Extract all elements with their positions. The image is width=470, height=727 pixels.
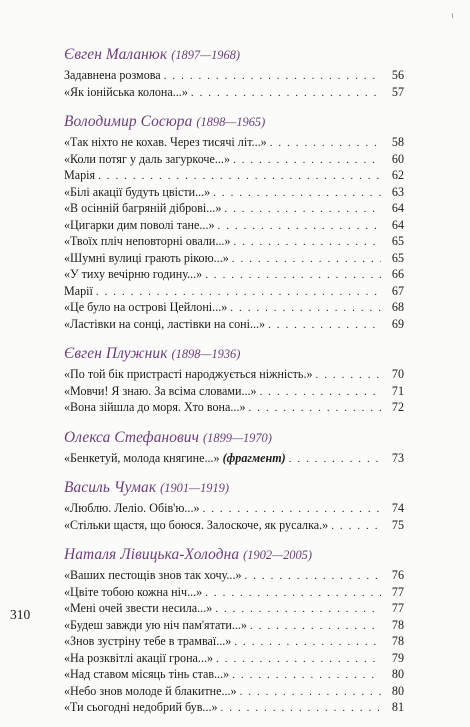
dot-leader: [270, 135, 381, 152]
entry-title: «Мені очей звести несила...»: [64, 601, 213, 615]
table-of-contents: [64, 44, 404, 727]
author-dates: (1899—1970): [203, 430, 272, 445]
toc-entry: [64, 366, 404, 383]
section-heading: [64, 343, 404, 364]
dot-leader: [233, 234, 381, 251]
section-heading: [64, 44, 404, 65]
entry-page-number: 68: [391, 300, 404, 314]
toc-entry: [64, 600, 404, 617]
entry-title: «Шумні вулиці грають рікою...»: [64, 250, 229, 265]
entry-title: «В осінній багряній діброві...»: [64, 201, 222, 215]
author-dates: (1897—1968): [171, 48, 241, 62]
author-name: Олекса Стефанович: [64, 428, 200, 446]
entry-title: «Над ставом місяць тінь став...»: [64, 667, 230, 681]
toc-entry: [64, 217, 404, 234]
author-dates: (1898—1936): [171, 347, 241, 361]
dot-leader: [268, 317, 381, 334]
author-name: Євген Маланюк: [64, 46, 168, 63]
entry-title: «Знов зустріну тебе в трамваї...»: [64, 634, 232, 648]
dot-leader: [249, 400, 381, 417]
entry-title: «Ластівки на сонці, ластівки на соні...»: [64, 316, 266, 331]
toc-entry: [64, 517, 404, 534]
entry-page-number: 70: [391, 367, 404, 381]
page-number: 310: [10, 607, 31, 622]
dot-leader: [233, 152, 381, 169]
entry-page-number: 73: [391, 450, 404, 465]
toc-section: [64, 111, 404, 332]
toc-entry: [64, 316, 404, 333]
entry-page-number: 57: [391, 84, 404, 99]
dot-leader: [316, 367, 381, 384]
entry-title: Задавнена розмова: [64, 68, 161, 82]
dot-leader: [98, 168, 381, 185]
toc-entry: [64, 567, 404, 584]
entry-page-number: 72: [391, 400, 404, 414]
entry-page-number: 77: [391, 584, 404, 599]
toc-entry: [64, 399, 404, 416]
toc-entry: [64, 250, 404, 267]
entry-page-number: 81: [391, 700, 404, 714]
section-heading: [64, 544, 404, 565]
section-heading: [64, 111, 404, 132]
dot-leader: [191, 85, 381, 102]
author-dates: (1898—1965): [196, 115, 266, 129]
entry-title: «Цвіте тобою кожна ніч...»: [64, 584, 203, 599]
toc-entry: [64, 266, 404, 283]
corner-mark: [452, 13, 453, 18]
dot-leader: [216, 651, 381, 668]
toc-entry: [64, 84, 404, 101]
dot-leader: [205, 267, 381, 284]
dot-leader: [215, 601, 381, 618]
dot-leader: [164, 68, 381, 85]
dot-leader: [289, 451, 381, 468]
dot-leader: [224, 201, 381, 218]
entry-title: «Вона зійшла до моря. Хто вона...»: [64, 400, 246, 414]
toc-section: [64, 343, 404, 416]
entry-page-number: 65: [391, 234, 404, 248]
entry-note: (фрагмент): [222, 450, 286, 465]
toc-entry: [64, 450, 404, 467]
toc-entry: [64, 151, 404, 168]
author-dates: (1901—1919): [160, 481, 229, 495]
entry-title: «Люблю. Леліо. Обів'ю...»: [64, 501, 200, 515]
entry-title: «Твоїх пліч неповторні овали...»: [64, 234, 231, 248]
toc-entry: [64, 617, 404, 634]
toc-entry: [64, 633, 404, 650]
toc-entry: [64, 134, 404, 151]
entry-title: «По той бік пристрасті народжується ніжність.»: [64, 367, 313, 381]
toc-entry: [64, 383, 404, 400]
toc-entry: [64, 167, 404, 184]
toc-section: [64, 544, 404, 716]
dot-leader: [232, 251, 381, 268]
toc-entry: [64, 699, 404, 716]
dot-leader: [260, 384, 381, 401]
entry-title: «Так ніхто не кохав. Через тисячі літ...»: [64, 135, 267, 149]
dot-leader: [221, 700, 381, 717]
entry-page-number: 64: [391, 217, 404, 232]
entry-page-number: 56: [391, 68, 404, 82]
toc-entry: [64, 67, 404, 84]
entry-title: [64, 450, 286, 467]
entry-title: «Ти сьогодні недобрий був...»: [64, 700, 218, 714]
author-name: Євген Плужник: [64, 345, 168, 362]
entry-title: «Мовчи! Я знаю. За всіма словами...»: [64, 383, 257, 398]
entry-page-number: 63: [391, 184, 404, 199]
entry-page-number: 77: [391, 601, 404, 615]
dot-leader: [203, 501, 381, 518]
author-name: Наталя Лівицька-Холодна: [64, 546, 240, 563]
entry-page-number: 75: [391, 517, 404, 532]
entry-page-number: 78: [391, 617, 404, 632]
dot-leader: [213, 185, 381, 202]
toc-entry: [64, 650, 404, 667]
toc-entry: [64, 500, 404, 517]
entry-title: Марії: [64, 283, 93, 298]
dot-leader: [240, 684, 381, 701]
toc-section: [64, 427, 404, 467]
entry-page-number: 62: [391, 168, 404, 182]
entry-page-number: 67: [391, 283, 404, 298]
entry-page-number: 64: [391, 201, 404, 215]
entry-title: «Цигарки дим поволі тане...»: [64, 217, 215, 232]
dot-leader: [245, 568, 381, 585]
entry-page-number: 71: [391, 383, 404, 398]
toc-entry: [64, 584, 404, 601]
entry-title: «Білі акації будуть цвісти...»: [64, 184, 211, 199]
author-name: Василь Чумак: [64, 479, 157, 496]
toc-entry: [64, 299, 404, 316]
section-heading: [64, 427, 404, 448]
dot-leader: [232, 667, 381, 684]
entry-title: «Ваших пестощів знов так хочу...»: [64, 568, 242, 582]
toc-entry: [64, 666, 404, 683]
entry-title: «Коли потяг у даль загуркоче...»: [64, 151, 230, 166]
section-heading: [64, 477, 404, 498]
toc-entry: [64, 283, 404, 300]
toc-entry: [64, 233, 404, 250]
entry-title: «Небо знов молоде й блакитне...»: [64, 683, 237, 698]
toc-section: [64, 44, 404, 100]
dot-leader: [234, 634, 381, 651]
author-name: Володимир Сосюра: [64, 113, 193, 130]
dot-leader: [205, 585, 381, 602]
entry-title: «Стільки щастя, що боюся. Залоскоче, як русалка.»: [64, 517, 329, 532]
entry-title: «Як іонійська колона...»: [64, 84, 188, 99]
entry-title: «У тиху вечірню годину...»: [64, 267, 203, 281]
dot-leader: [230, 300, 381, 317]
entry-page-number: 65: [391, 250, 404, 265]
toc-section: [64, 477, 404, 533]
dot-leader: [250, 618, 381, 635]
entry-page-number: 66: [391, 267, 404, 281]
entry-page-number: 60: [391, 151, 404, 166]
entry-title-text: «Бенкетуй, молода княгине...»: [64, 450, 220, 465]
entry-page-number: 69: [391, 316, 404, 331]
entry-page-number: 76: [391, 568, 404, 582]
entry-page-number: 74: [391, 501, 404, 515]
entry-page-number: 80: [391, 683, 404, 698]
toc-entry: [64, 184, 404, 201]
entry-title: «На розквітлі акації грона...»: [64, 650, 214, 665]
entry-title: «Це було на острові Цейлоні...»: [64, 300, 228, 314]
toc-entry: [64, 200, 404, 217]
author-dates: (1902—2005): [243, 548, 312, 562]
entry-title: Марія: [64, 168, 96, 182]
entry-page-number: 80: [391, 667, 404, 681]
dot-leader: [96, 284, 381, 301]
entry-page-number: 78: [391, 634, 404, 648]
dot-leader: [218, 218, 381, 235]
entry-page-number: 58: [391, 135, 404, 149]
entry-page-number: 79: [391, 650, 404, 665]
dot-leader: [331, 518, 381, 535]
entry-title: «Будеш завжди ую ніч пам'ятати...»: [64, 617, 247, 632]
toc-entry: [64, 683, 404, 700]
